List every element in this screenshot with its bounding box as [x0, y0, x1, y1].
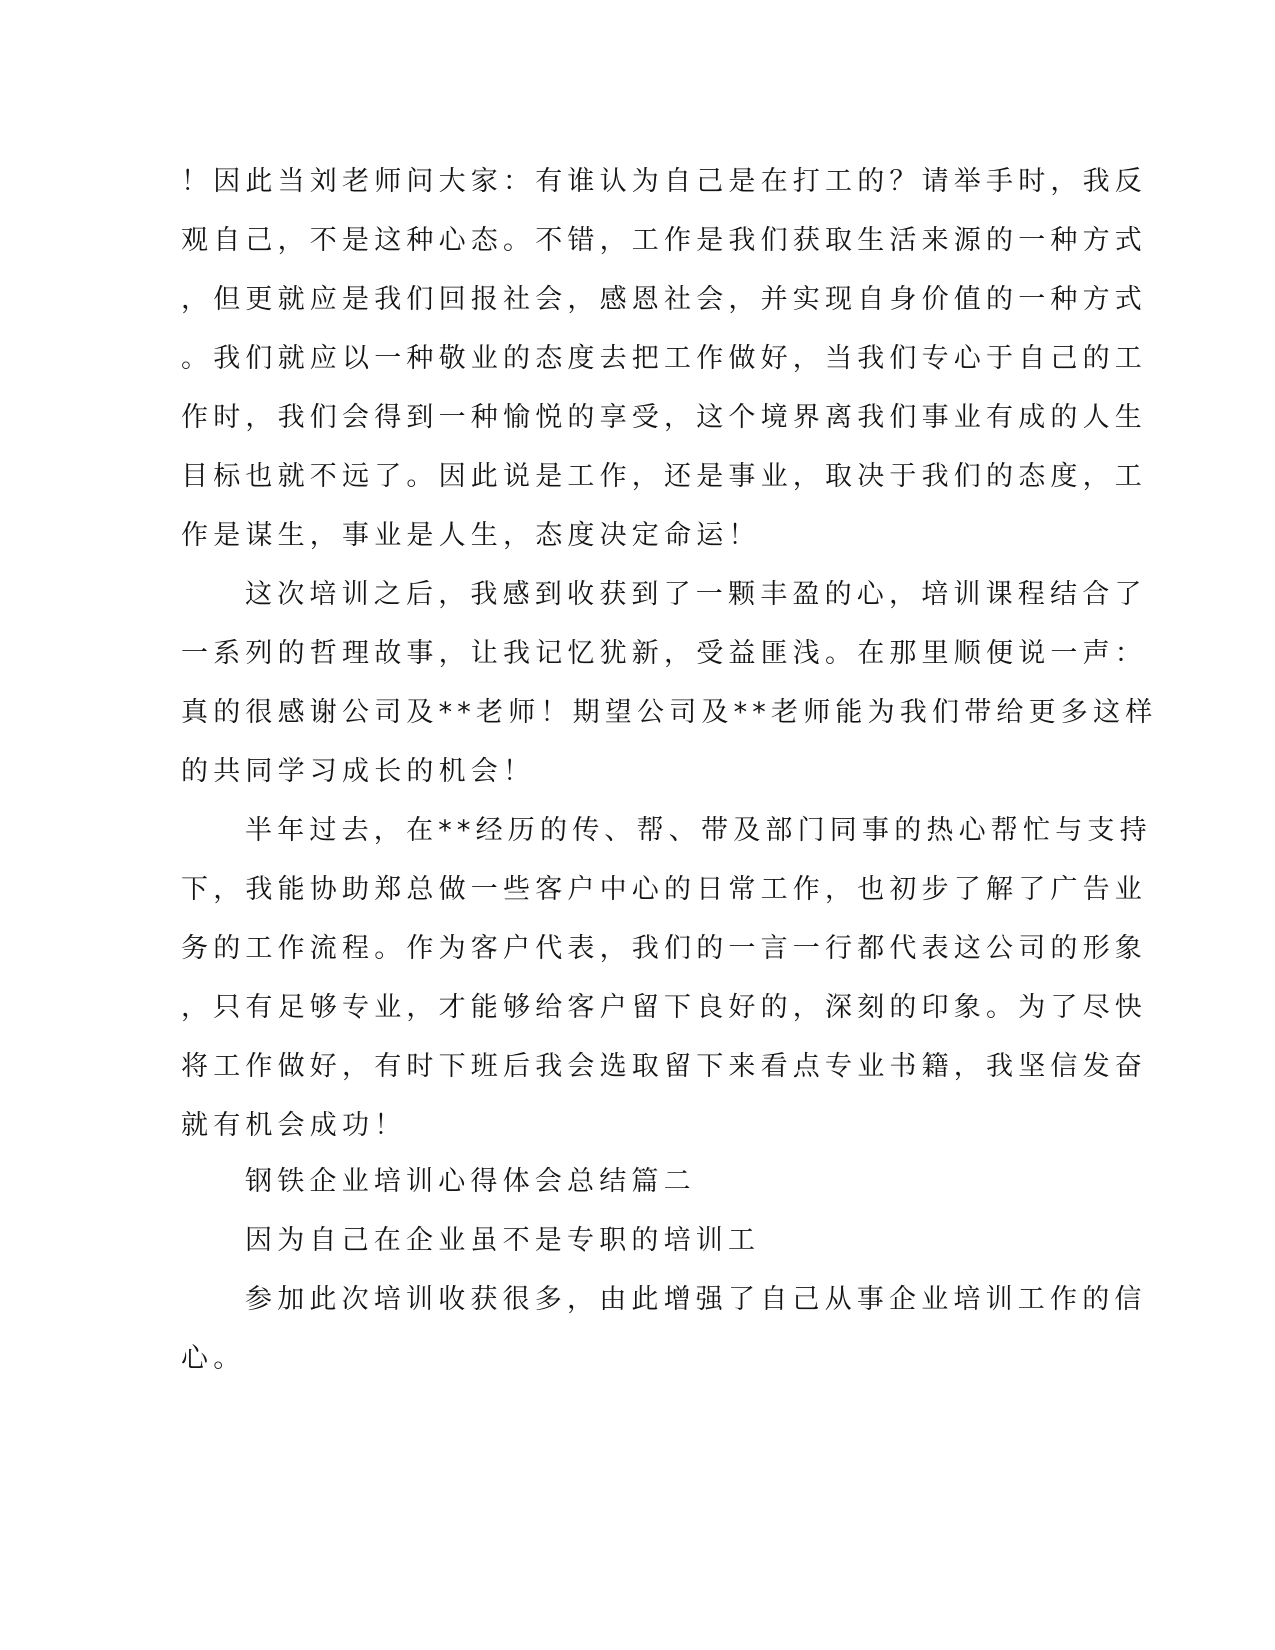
text-line: 。我们就应以一种敬业的态度去把工作做好，当我们专心于自己的工: [181, 343, 1147, 374]
text-line: ，只有足够专业，才能够给客户留下良好的，深刻的印象。为了尽快: [181, 992, 1147, 1023]
text-line: 作时，我们会得到一种愉悦的享受，这个境界离我们事业有成的人生: [181, 402, 1147, 433]
text-line: 作是谋生，事业是人生，态度决定命运！: [181, 520, 761, 551]
text-line: 观自己，不是这种心态。不错，工作是我们获取生活来源的一种方式: [181, 225, 1147, 256]
text-line: 下，我能协助郑总做一些客户中心的日常工作，也初步了解了广告业: [181, 874, 1147, 905]
paragraph-first-line: 半年过去，在**经历的传、帮、带及部门同事的热心帮忙与支持: [245, 815, 1152, 846]
section-heading: 钢铁企业培训心得体会总结篇二: [245, 1166, 696, 1197]
paragraph-first-line: 参加此次培训收获很多，由此增强了自己从事企业培训工作的信: [245, 1284, 1147, 1315]
text-line: 一系列的哲理故事，让我记忆犹新，受益匪浅。在那里顺便说一声：: [181, 638, 1147, 669]
paragraph-first-line: 这次培训之后，我感到收获到了一颗丰盈的心，培训课程结合了: [245, 579, 1147, 610]
text-line: ！因此当刘老师问大家：有谁认为自己是在打工的？请举手时，我反: [181, 166, 1147, 197]
text-line: 务的工作流程。作为客户代表，我们的一言一行都代表这公司的形象: [181, 933, 1147, 964]
text-line: ，但更就应是我们回报社会，感恩社会，并实现自身价值的一种方式: [181, 284, 1147, 315]
text-line: 的共同学习成长的机会！: [181, 756, 536, 787]
text-line: 将工作做好，有时下班后我会选取留下来看点专业书籍，我坚信发奋: [181, 1051, 1147, 1082]
paragraph-first-line: 因为自己在企业虽不是专职的培训工: [245, 1225, 761, 1256]
text-line: 真的很感谢公司及**老师！期望公司及**老师能为我们带给更多这样: [181, 697, 1158, 728]
text-line: 就有机会成功！: [181, 1110, 407, 1141]
text-line: 目标也就不远了。因此说是工作，还是事业，取决于我们的态度，工: [181, 461, 1147, 492]
text-line: 心。: [181, 1343, 246, 1374]
